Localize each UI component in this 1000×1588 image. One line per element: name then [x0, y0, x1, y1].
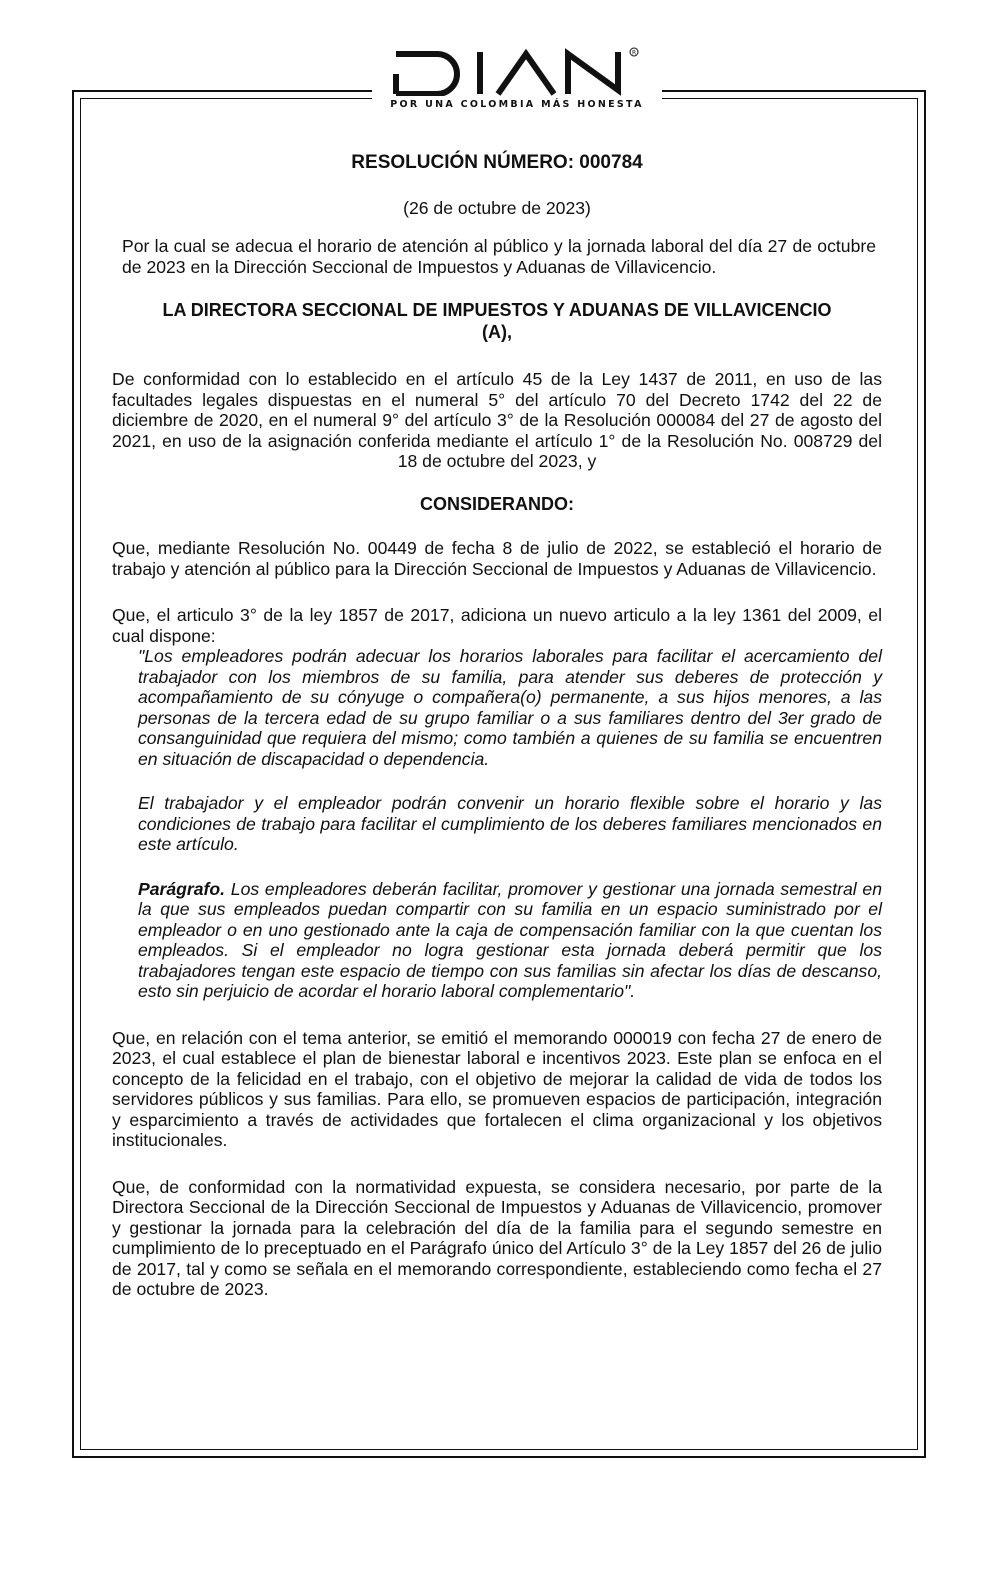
authority-heading [112, 299, 882, 343]
resolution-title: RESOLUCIÓN NÚMERO: 000784 [351, 152, 643, 173]
considerando-paragraph-4: Que, de conformidad con la normatividad expuesta, se considera necesario, por parte de la Directora Seccional de la Dirección Seccional de Impuestos y Aduanas de Villavicencio, promover y gestionar la jornada para la celebración del día de la familia para el segundo semestre en cumplimiento de lo preceptuado en el Parágrafo único del Artículo 3° de la Ley 1857 del 26 de julio de 2017, tal y como se señala en el memorando correspondiente, estableciendo como fecha el 27 de octubre de 2023. [112, 1176, 882, 1299]
legal-quote-1: "Los empleadores podrán adecuar los horarios laborales para facilitar el acercamiento del trabajador con los miembros de su familia, para atender sus deberes de protección y acompañamiento de su cónyuge o compañera(o) permanente, a sus hijos menores, a las personas de la tercera edad de su grupo familiar o a sus familiares dentro del 3er grado de consanguinidad que requiera del mismo; como también a quienes de su familia se encuentren en situación de discapacidad o dependencia. [138, 646, 882, 769]
authority-line-2: (A), [482, 322, 512, 342]
considerando-paragraph-2: Que, el articulo 3° de la ley 1857 de 2017, adiciona un nuevo articulo a la ley 1361 del 2009, el cual dispone: [112, 605, 882, 646]
legal-quote-paragrafo [138, 879, 882, 1002]
logo-tagline: POR UNA COLOMBIA MÁS HONESTA [390, 99, 644, 110]
considerando-heading: CONSIDERANDO: [419, 493, 574, 514]
preamble-paragraph: De conformidad con lo establecido en el artículo 45 de la Ley 1437 de 2011, en uso de las facultades legales dispuestas en el numeral 5° del artículo 70 del Decreto 1742 del 22 de diciembre de 2020, en el numeral 9° del artículo 3° de la Resolución 000084 del 27 de agosto del 2021, en uso de la asignación conferida mediante el artículo 1° de la Resolución No. 008729 del 18 de octubre del 2023, y [112, 369, 882, 471]
dian-logo-mark [382, 44, 652, 96]
dian-logo [372, 38, 662, 124]
resolution-date: (26 de octubre de 2023) [403, 197, 591, 218]
considerando-paragraph-1: Que, mediante Resolución No. 00449 de fecha 8 de julio de 2022, se estableció el horario de trabajo y atención al público para la Dirección Seccional de Impuestos y Aduanas de Villavicencio. [112, 538, 882, 579]
considerando-paragraph-3: Que, en relación con el tema anterior, se emitió el memorando 000019 con fecha 27 de enero de 2023, el cual establece el plan de bienestar laboral e incentivos 2023. Este plan se enfoca en el concepto de la felicidad en el trabajo, con el objetivo de mejorar la calidad de vida de todos los servidores públicos y sus familias. Para ello, se promueven espacios de participación, integración y esparcimiento a través de actividades que fortalecen el clima organizacional y los objetivos institucionales. [112, 1027, 882, 1150]
svg-text:R: R [632, 49, 637, 57]
resolution-body [112, 145, 882, 1300]
legal-quote-2: El trabajador y el empleador podrán convenir un horario flexible sobre el horario y las condiciones de trabajo para facilitar el cumplimiento de los deberes familiares mencionados en este artículo. [138, 793, 882, 854]
paragrafo-label: Parágrafo. [138, 878, 226, 899]
resolution-summary: Por la cual se adecua el horario de atención al público y la jornada laboral del día 27 de octubre de 2023 en la Dirección Seccional de Impuestos y Aduanas de Villavicencio. [122, 236, 876, 277]
paragrafo-text: Los empleadores deberán facilitar, promover y gestionar una jornada semestral en la que sus empleados puedan compartir con su familia en un espacio suministrado por el empleador o en uno gestionado ante la caja de compensación familiar con la que cuentan los empleados. Si el empleador no logra gestionar esta jornada deberá permitir que los trabajadores tengan este espacio de tiempo con sus familias sin afectar los días de descanso, esto sin perjuicio de acordar el horario laboral complementario". [138, 878, 882, 1001]
authority-line-1: LA DIRECTORA SECCIONAL DE IMPUESTOS Y ADUANAS DE VILLAVICENCIO [162, 300, 832, 320]
